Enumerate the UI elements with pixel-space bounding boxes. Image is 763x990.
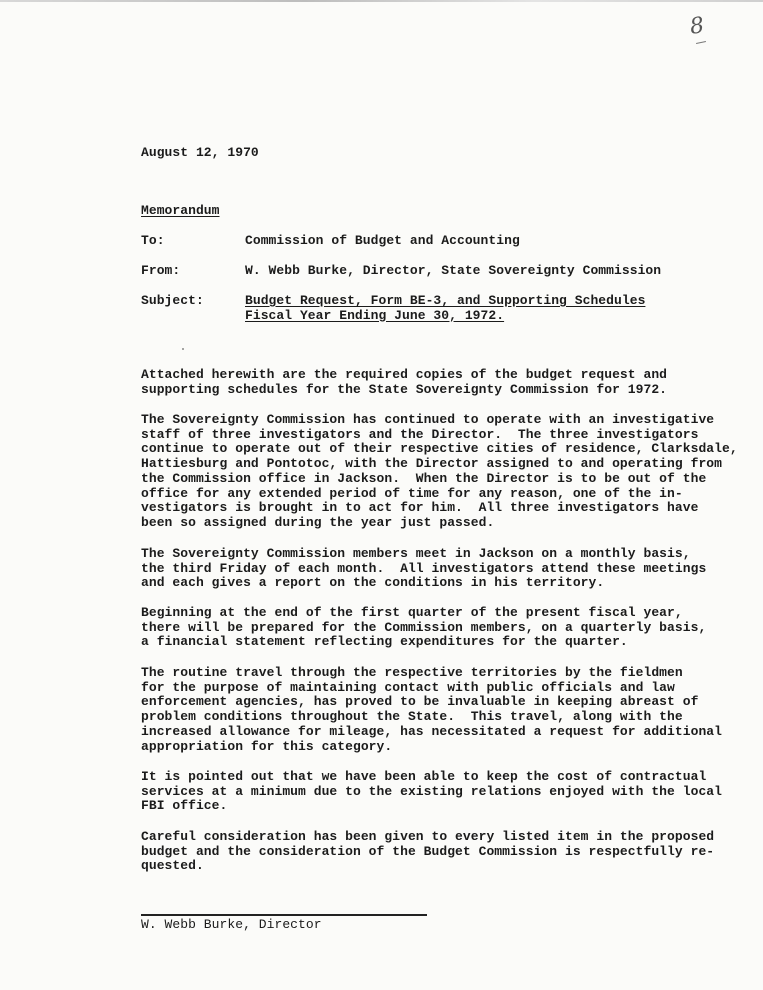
- signature-name: W. Webb Burke, Director: [141, 917, 322, 932]
- signature-line: [141, 914, 427, 916]
- from-value: W. Webb Burke, Director, State Sovereignty Commission: [245, 263, 662, 278]
- memo-date: August 12, 1970: [141, 145, 259, 160]
- subject-line-2: Fiscal Year Ending June 30, 1972.: [245, 307, 505, 323]
- paragraph-meetings: The Sovereignty Commission members meet in Jackson on a monthly basis, the third Friday of each month. All investigators attend these meetings and each gives a report on the conditions in his territory.: [141, 546, 707, 591]
- from-label: From:: [141, 263, 181, 278]
- scan-speck: [182, 348, 184, 350]
- page-mark-underline: [696, 41, 706, 44]
- page-number-mark: 8: [688, 13, 706, 40]
- paragraph-attached: Attached herewith are the required copies of the budget request and supporting schedules for the State Sovereignty Commission for 1972.: [141, 367, 668, 397]
- scan-edge-line: [0, 0, 763, 2]
- paragraph-contractual: It is pointed out that we have been able to keep the cost of contractual services at a minimum due to the existing relations enjoyed with the local FBI office.: [141, 769, 722, 814]
- to-label: To:: [141, 233, 165, 248]
- subject-line-1: Budget Request, Form BE-3, and Supporting Schedules: [245, 293, 646, 308]
- memo-heading: Memorandum: [141, 203, 220, 218]
- subject-value: [245, 294, 645, 323]
- paragraph-financial-statement: Beginning at the end of the first quarter of the present fiscal year, there will be prepared for the Commission members, on a quarterly basis, a financial statement reflecting expenditures for the quarter.: [141, 605, 707, 650]
- to-value: Commission of Budget and Accounting: [245, 233, 520, 248]
- paragraph-consideration: Careful consideration has been given to every listed item in the proposed budget and the consideration of the Budget Commission is respectfully re- quested.: [141, 829, 715, 874]
- paragraph-staff: The Sovereignty Commission has continued to operate with an investigative staff of three investigators and the Director. The three investigators continue to operate out of their respective cities of residence, Clarksdale, Hattiesburg and Pontotoc, with the Director assigned to and operating from the Commission office in Jackson. When the Director is to be out of the office for any extended period of time for any reason, one of the in- vestigators is brought in to act for him. All three investigators have been so assigned during the year just passed.: [141, 412, 738, 530]
- paragraph-travel: The routine travel through the respective territories by the fieldmen for the purpose of maintaining contact with public officials and law enforcement agencies, has proved to be invaluable in keeping abreast of problem conditions throughout the State. This travel, along with the increased allowance for mileage, has necessitated a request for additional appropriation for this category.: [141, 665, 722, 754]
- subject-label: Subject:: [141, 293, 204, 308]
